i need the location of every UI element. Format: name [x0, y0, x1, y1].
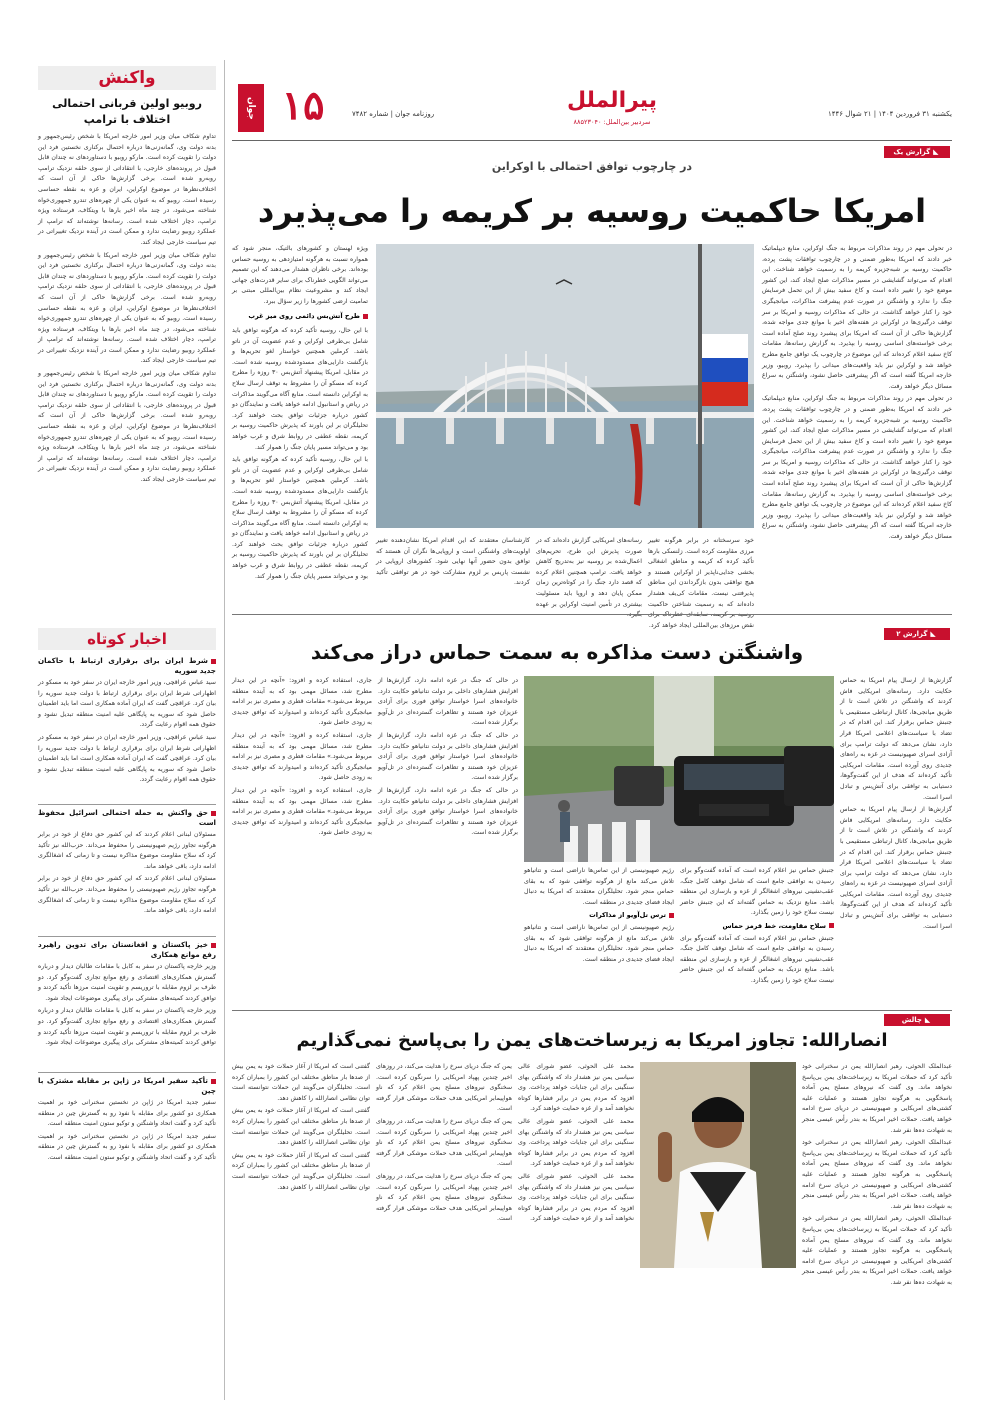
report1-col-c: کارشناسان معتقدند که این اقدام امریکا نشان‌دهنده تغییر اولویت‌های واشنگتن است و اروپایی‌ها نگران آن هستند که توافق بدون حضور آنها نهایی شود. کشورهای اروپایی در نشست پاریس بر لزوم مشارکت خود در هر توافقی تأکید کردند. [376, 537, 530, 587]
report2-subhead: ترس تل‌آویو از مذاکرات [589, 911, 666, 920]
report1-col-a: خود سرسختانه در برابر هرگونه تغییر مرزی مقاومت کرده است. زلنسکی بارها تأکید کرده که کریمه و مناطق اشغالی بخشی جدایی‌ناپذیر از اوکراین هستند و هیچ توافقی بدون بازگرداندن این مناطق پذیرفتنی نیست. مقامات کی‌یف هشدار داده‌اند که به رسمیت شناختن حاکمیت نقض مرزهای بین‌المللی ایجاد خواهد کرد. [648, 537, 754, 629]
bridge-illustration [376, 244, 754, 528]
yemen-col-right: عبدالملک الحوثی، رهبر انصارالله یمن در سخنرانی خود تأکید کرد که حملات امریکا به زیرساخت‌های یمن بی‌پاسخ نخواهد ماند. وی گفت که نیروهای مسلح یمن آماده پاسخگویی به هرگونه تجاوز هستند و عملیات علیه کشتی‌های امریکایی و صهیونیستی در دریای سرخ ادامه خواهد یافت. حملات اخیر امریکا به بندر رأس عیسی منجر به شهادت ده‌ها نفر شد. عبدالملک الحوثی، رهبر انصارالله یمن در سخنرانی خود تأکید کرد که حملات امریکا به زیرساخت‌های یمن بی‌پاسخ نخواهد ماند. وی گفت که نیروهای مسلح یمن آماده پاسخگویی به هرگونه تجاوز هستند و عملیات علیه کشتی‌های امریکایی و صهیونیستی در دریای سرخ ادامه خواهد یافت. حملات اخیر امریکا به بندر رأس عیسی منجر به شهادت ده‌ها نفر شد. عبدالملک الحوثی، رهبر انصارالله یمن در سخنرانی خود تأکید کرد که حملات امریکا به زیرساخت‌های یمن بی‌پاسخ نخواهد ماند. وی گفت که نیروهای مسلح یمن آماده پاسخگویی به هرگونه تجاوز هستند و عملیات علیه کشتی‌های امریکایی و صهیونیستی در دریای سرخ ادامه خواهد یافت. حملات اخیر امریکا به بندر رأس عیسی منجر به شهادت ده‌ها نفر شد. [802, 1063, 952, 1286]
sidebar-headline: روبیو اولین قربانی احتمالی اختلاف با ترامپ [52, 97, 202, 126]
page-number: ۱۵ [281, 82, 325, 129]
arrow-icon: ◣ [933, 148, 939, 156]
divider [232, 1010, 952, 1011]
report2-headline: واشنگتن دست مذاکره به سمت حماس دراز می‌کند [310, 640, 804, 664]
news-item: تأکید سفیر امریکا در ژاپن بر مقابله مشترک با چین سفیر جدید امریکا در ژاپن در نخستین سخنرانی خود بر اهمیت همکاری دو کشور برای مقابله با نفوذ رو به گسترش چین در منطقه تأکید کرد و گفت اتحاد واشنگتن و توکیو ستون امنیت منطقه است. سفیر جدید امریکا در ژاپن در نخستین سخنرانی خود بر اهمیت همکاری دو کشور برای مقابله با نفوذ رو به گسترش چین در منطقه تأکید کرد و گفت اتحاد واشنگتن و توکیو ستون امنیت منطقه است. [38, 1076, 216, 1161]
divider [38, 804, 216, 805]
report1-kicker: در چارچوب توافق احتمالی با اوکراین [491, 160, 693, 173]
masthead [232, 80, 952, 140]
paper-line: روزنامه جوان | شماره ۷۴۸۲ [352, 110, 435, 118]
motorcade-photo [524, 676, 834, 862]
news-item: شرط ایران برای برقراری ارتباط با حاکمان جدید سوریه سید عباس عراقچی، وزیر امور خارجه ایران در سفر خود به مسکو در اظهاراتی شرط ایران برای برقراری ارتباط با دولت جدید سوریه را بیان کرد. عراقچی گفت که ایران آماده همکاری است اما باید اطمینان حاصل شود که سوریه به پایگاهی علیه امنیت منطقه تبدیل نشود و حقوق همه اقوام رعایت گردد. سید عباس عراقچی، وزیر امور خارجه ایران در سفر خود به مسکو در اظهاراتی شرط ایران برای برقراری ارتباط با دولت جدید سوریه را بیان کرد. عراقچی گفت که ایران آماده همکاری است اما باید اطمینان حاصل شود که سوریه به پایگاهی علیه امنیت منطقه تبدیل نشود و حقوق همه اقوام رعایت گردد. [38, 656, 216, 784]
section-logo-subtitle: سردبیر بین‌الملل: ۸۸۵۲۳۰۴۰ [573, 118, 651, 126]
report2-col-c: رژیم صهیونیستی از این تماس‌ها ناراضی است و نتانیاهو تلاش می‌کند مانع از هرگونه توافقی شود که به بقای حماس منجر شود. تحلیلگران معتقدند که امریکا به دنبال ایجاد فضای جدیدی در منطقه است. ترس تل‌آویو از مذاکرات رژیم صهیونیستی از این تماس‌ها ناراضی است و نتانیاهو تلاش می‌کند مانع از هرگونه توافقی شود که به بقای حماس منجر شود. تحلیلگران معتقدند که امریکا به دنبال ایجاد فضای جدیدی در منطقه است. [524, 867, 674, 963]
sidebar-body: تداوم شکاف میان وزیر امور خارجه امریکا با شخص رئیس‌جمهور و بدنه دولت وی، گمانه‌زنی‌ها درباره احتمال برکناری نخستین فرد این دولت را تقویت کرده است. مارکو روبیو با دستاوردهای نه چندان قابل قبول در پرونده‌های خارجی، با انتقاداتی از سوی حلقه نزدیک ترامپ روبه‌رو شده است. برخی گزارش‌ها حاکی از آن است که اختلاف‌نظرها در موضوع اوکراین، ایران و غزه به نقطه حساسی رسیده است. روبیو که به عنوان یکی از چهره‌های تندرو جمهوری‌خواه شناخته می‌شود، در چند ماه اخیر بارها با ویتکاف، فرستاده ویژه ترامپ، دچار اختلاف شده است. رسانه‌ها نوشته‌اند که ترامپ از عملکرد روبیو رضایت ندارد و ممکن است در آینده نزدیک تغییراتی در تیم سیاست خارجی ایجاد کند. تداوم شکاف میان وزیر امور خارجه امریکا با شخص رئیس‌جمهور و بدنه دولت وی، گمانه‌زنی‌ها درباره احتمال برکناری نخستین فرد این دولت را تقویت کرده است. مارکو روبیو با دستاوردهای نه چندان قابل قبول در پرونده‌های خارجی، با انتقاداتی از سوی حلقه نزدیک ترامپ روبه‌رو شده است. برخی گزارش‌ها حاکی از آن است که اختلاف‌نظرها در موضوع اوکراین، ایران و غزه به نقطه حساسی رسیده است. روبیو که به عنوان یکی از چهره‌های تندرو جمهوری‌خواه شناخته می‌شود، در چند ماه اخیر بارها با ویتکاف، فرستاده ویژه ترامپ، دچار اختلاف شده است. رسانه‌ها نوشته‌اند که ترامپ از عملکرد روبیو رضایت ندارد و ممکن است در آینده نزدیک تغییراتی در تیم سیاست خارجی ایجاد کند. تداوم شکاف میان وزیر امور خارجه امریکا با شخص رئیس‌جمهور و بدنه دولت وی، گمانه‌زنی‌ها درباره احتمال برکناری نخستین فرد این دولت را تقویت کرده است. مارکو روبیو با دستاوردهای نه چندان قابل قبول در پرونده‌های خارجی، با انتقاداتی از سوی حلقه نزدیک ترامپ روبه‌رو شده است. برخی گزارش‌ها حاکی از آن است که اختلاف‌نظرها در موضوع اوکراین، ایران و غزه به نقطه حساسی رسیده است. روبیو که به عنوان یکی از چهره‌های تندرو جمهوری‌خواه شناخته می‌شود، در چند ماه اخیر بارها با ویتکاف، فرستاده ویژه ترامپ، دچار اختلاف شده است. رسانه‌ها نوشته‌اند که ترامپ از عملکرد روبیو رضایت ندارد و ممکن است در آینده نزدیک تغییراتی در تیم سیاست خارجی ایجاد کند. [38, 133, 216, 483]
report2-col-right: گزارش‌ها از ارسال پیام امریکا به حماس حکایت دارد. رسانه‌های امریکایی فاش کردند که واشنگتن در تلاش است تا از طریق میانجی‌ها، کانال ارتباطی مستقیمی با جنبش حماس برقرار کند. این اقدام که در تضاد با سیاست‌های اعلامی امریکا قرار دارد، نشان می‌دهد که دولت ترامپ برای آزادی اسرای صهیونیست در غزه به راه‌های جدیدی روی آورده است. مقامات امریکایی تأکید کرده‌اند که هدف از این گفت‌وگوها، دستیابی به توافقی برای آتش‌بس و تبادل اسرا است. گزارش‌ها از ارسال پیام امریکا به حماس حکایت دارد. رسانه‌های امریکایی فاش کردند که واشنگتن در تلاش است تا از طریق میانجی‌ها، کانال ارتباطی مستقیمی با جنبش حماس برقرار کند. این اقدام که در تضاد با سیاست‌های اعلامی امریکا قرار دارد، نشان می‌دهد که دولت ترامپ برای آزادی اسرای صهیونیست در غزه به راه‌های جدیدی روی آورده است. مقامات امریکایی تأکید کرده‌اند که هدف از این گفت‌وگوها، دستیابی به توافقی برای آتش‌بس و تبادل اسرا است. [840, 677, 952, 930]
report2-col-e: جاری، استفاده کرده و افزود: «آنچه در این دیدار مطرح شد، مسائل مهمی بود که به آینده منطقه مربوط می‌شود.» مقامات قطری و مصری نیز بر ادامه میانجیگری تأکید کرده‌اند و امیدوارند که توافق جدیدی به زودی حاصل شود. جاری، استفاده کرده و افزود: «آنچه در این دیدار مطرح شد، مسائل مهمی بود که به آینده منطقه مربوط می‌شود.» مقامات قطری و مصری نیز بر ادامه میانجیگری تأکید کرده‌اند و امیدوارند که توافق جدیدی به زودی حاصل شود. جاری، استفاده کرده و افزود: «آنچه در این دیدار مطرح شد، مسائل مهمی بود که به آینده منطقه مربوط می‌شود.» مقامات قطری و مصری نیز بر ادامه میانجیگری تأکید کرده‌اند و امیدوارند که توافق جدیدی به زودی حاصل شود. [232, 677, 372, 837]
report2-col-b: جنبش حماس نیز اعلام کرده است که آماده گفت‌وگو برای رسیدن به توافقی جامع است که شامل توقف کامل جنگ، عقب‌نشینی نیروهای اشغالگر از غزه و بازسازی این منطقه باشد. منابع نزدیک به حماس گفته‌اند که این جنبش حاضر نیست سلاح خود را زمین بگذارد. سلاح مقاومت، خط قرمز حماس جنبش حماس نیز اعلام کرده است که آماده گفت‌وگو برای رسیدن به توافقی جامع است که شامل توقف کامل جنگ، عقب‌نشینی نیروهای اشغالگر از غزه و بازسازی این منطقه باشد. منابع نزدیک به حماس گفته‌اند که این جنبش حاضر نیست سلاح خود را زمین بگذارد. [680, 867, 834, 984]
date-line: یکشنبه ۳۱ فروردین ۱۴۰۴ | ۲۱ شوال ۱۴۴۶ [827, 110, 952, 118]
divider [232, 614, 952, 615]
section-logo: پیرالملل [566, 88, 658, 113]
divider [38, 936, 216, 937]
news-item: حق واکنش به حمله احتمالی اسرائیل محفوظ است مسئولان لبنانی اعلام کردند که این کشور حق دفاع از خود در برابر هرگونه تجاوز رژیم صهیونیستی را محفوظ می‌داند. حزب‌الله نیز تأکید کرد که سلاح مقاومت موضوع مذاکره نیست و تا زمانی که اشغالگری ادامه دارد، باقی خواهد ماند. مسئولان لبنانی اعلام کردند که این کشور حق دفاع از خود در برابر هرگونه تجاوز رژیم صهیونیستی را محفوظ می‌داند. حزب‌الله نیز تأکید کرد که سلاح مقاومت موضوع مذاکره نیست و تا زمانی که اشغالگری ادامه دارد، باقی خواهد ماند. [38, 808, 216, 915]
report1-left-subhead: طرح آتش‌بس دائمی روی میز غرب [232, 312, 368, 320]
leader-illustration [640, 1062, 796, 1268]
report1-col-left-top: ویژه لهستان و کشورهای بالتیک، منجر شود که همواره نسبت به هرگونه امتیازدهی به روسیه حساس بوده‌اند. برخی ناظران هشدار می‌دهند که این تصمیم می‌تواند الگویی خطرناک برای سایر قدرت‌های جهانی ایجاد کند و مشروعیت نظام بین‌المللی مبتنی بر تمامیت ارضی کشورها را زیر سؤال ببرد. [232, 245, 368, 305]
yemen-col-d: گفتنی است که امریکا از آغاز حملات خود به یمن بیش از صدها بار مناطق مختلف این کشور را بمباران کرده است. تحلیلگران می‌گویند این حملات نتوانسته است توان نظامی انصارالله را کاهش دهد. گفتنی است که امریکا از آغاز حملات خود به یمن بیش از صدها بار مناطق مختلف این کشور را بمباران کرده است. تحلیلگران می‌گویند این حملات نتوانسته است توان نظامی انصارالله را کاهش دهد. گفتنی است که امریکا از آغاز حملات خود به یمن بیش از صدها بار مناطق مختلف این کشور را بمباران کرده است. تحلیلگران می‌گویند این حملات نتوانسته است توان نظامی انصارالله را کاهش دهد. [232, 1063, 370, 1191]
report1-col-right: در تحولی مهم در روند مذاکرات مربوط به جنگ اوکراین، منابع دیپلماتیک خبر دادند که امریکا به‌طور ضمنی و در چارچوب توافقات پشت پرده، حاکمیت روسیه بر شبه‌جزیره کریمه را به رسمیت خواهد شناخت. این اقدام که می‌تواند گشایشی در مسیر مذاکرات صلح ایجاد کند، این کشور موضع خود را تغییر داده است و کاخ سفید بیش از این تحمل فرسایش جنگ را ندارد و واشنگتن در صورت عدم پیشرفت مذاکرات، میانجیگری خود را کنار خواهد گذاشت. در حالی که مذاکرات روسیه و امریکا بر سر توقف درگیری‌ها در اوکراین در هفته‌های اخیر با موانع جدی مواجه شده، گزارش‌ها حاکی از آن است که امریکا برای پیشبرد روند صلح آماده است برخی خواسته‌های اساسی روسیه را بپذیرد. به گزارش رسانه‌ها، مقامات کاخ سفید اعلام کرده‌اند که این موضوع در چارچوب یک توافق جامع مطرح خواهد شد و اوکراین نیز باید واقعیت‌های میدانی را بپذیرد. روبیو، وزیر خارجه امریکا گفته است که اگر پیشرفتی حاصل نشود، واشنگتن به سراغ مسائل دیگر خواهد رفت. در تحولی مهم در روند مذاکرات مربوط به جنگ اوکراین، منابع دیپلماتیک خبر دادند که امریکا به‌طور ضمنی و در چارچوب توافقات پشت پرده، حاکمیت روسیه بر شبه‌جزیره کریمه را به رسمیت خواهد شناخت. این اقدام که می‌تواند گشایشی در مسیر مذاکرات صلح ایجاد کند، این کشور موضع خود را تغییر داده است و کاخ سفید بیش از این تحمل فرسایش جنگ را ندارد و واشنگتن در صورت عدم پیشرفت مذاکرات، میانجیگری خود را کنار خواهد گذاشت. در حالی که مذاکرات روسیه و امریکا بر سر توقف درگیری‌ها در اوکراین در هفته‌های اخیر با موانع جدی مواجه شده، گزارش‌ها حاکی از آن است که امریکا برای پیشبرد روند صلح آماده است برخی خواسته‌های اساسی روسیه را بپذیرد. به گزارش رسانه‌ها، مقامات کاخ سفید اعلام کرده‌اند که این موضوع در چارچوب یک توافق جامع مطرح خواهد شد و اوکراین نیز باید واقعیت‌های میدانی را بپذیرد. روبیو، وزیر خارجه امریکا گفته است که اگر پیشرفتی حاصل نشود، واشنگتن به سراغ مسائل دیگر خواهد رفت. [762, 245, 952, 541]
report1-col-b: رسانه‌های امریکایی گزارش داده‌اند که در صورت پذیرش این طرح، تحریم‌های اعمال‌شده بر روسیه نیز به‌تدریج کاهش خواهد یافت. ترامپ همچنین اعلام کرده که قصد دارد جنگ را در کوتاه‌ترین زمان ممکن پایان دهد و اروپا باید مسئولیت بیشتری در تأمین امنیت اوکراین بر عهده [536, 537, 642, 608]
yemen-col-c: یمن که جنگ دریای سرخ را هدایت می‌کند، در روزهای اخیر چندین پهپاد امریکایی را سرنگون کرده است. سخنگوی نیروهای مسلح یمن اعلام کرد که ناو هواپیمابر امریکایی هدف حملات موشکی قرار گرفته است. یمن که جنگ دریای سرخ را هدایت می‌کند، در روزهای اخیر چندین پهپاد امریکایی را سرنگون کرده است. سخنگوی نیروهای مسلح یمن اعلام کرد که ناو هواپیمابر امریکایی هدف حملات موشکی قرار گرفته است. یمن که جنگ دریای سرخ را هدایت می‌کند، در روزهای اخیر چندین پهپاد امریکایی را سرنگون کرده است. سخنگوی نیروهای مسلح یمن اعلام کرد که ناو هواپیمابر امریکایی هدف حملات موشکی قرار گرفته است. [376, 1063, 512, 1223]
report1-col-left-bottom: با این حال، روسیه تأکید کرده که هرگونه توافق باید شامل بی‌طرفی اوکراین و عدم عضویت آن در ناتو باشد. کرملین همچنین خواستار لغو تحریم‌ها و بازگشت دارایی‌های مسدودشده روسیه شده است. در مقابل، امریکا پیشنهاد آتش‌بس ۳۰ روزه را مطرح کرده که مسکو آن را مشروط به توقف ارسال سلاح به اوکراین دانسته است. منابع آگاه می‌گویند مذاکرات در ریاض و استانبول ادامه خواهد یافت و نمایندگان دو کشور درباره جزئیات توافق بحث خواهند کرد. تحلیلگران بر این باورند که پذیرش حاکمیت روسیه بر کریمه، نقطه عطفی در روابط شرق و غرب خواهد بود و می‌تواند مسیر پایان جنگ را هموار کند. با این حال، روسیه تأکید کرده که هرگونه توافق باید شامل بی‌طرفی اوکراین و عدم عضویت آن در ناتو باشد. کرملین همچنین خواستار لغو تحریم‌ها و بازگشت دارایی‌های مسدودشده روسیه شده است. در مقابل، امریکا پیشنهاد آتش‌بس ۳۰ روزه را مطرح کرده که مسکو آن را مشروط به توقف ارسال سلاح به اوکراین دانسته است. منابع آگاه می‌گویند مذاکرات در ریاض و استانبول ادامه خواهد یافت و نمایندگان دو کشور درباره جزئیات توافق بحث خواهند کرد. تحلیلگران بر این باورند که پذیرش حاکمیت روسیه بر کریمه، نقطه عطفی در روابط شرق و غرب خواهد بود و می‌تواند مسیر پایان جنگ را هموار کند. [232, 327, 368, 580]
yemen-col-b: محمد علی الحوثی، عضو شورای عالی سیاسی یمن نیز هشدار داد که واشنگتن بهای سنگینی برای این جنایات خواهد پرداخت. وی افزود که مردم یمن در برابر فشارها کوتاه نخواهند آمد و از غزه حمایت خواهند کرد. محمد علی الحوثی، عضو شورای عالی سیاسی یمن نیز هشدار داد که واشنگتن بهای سنگینی برای این جنایات خواهد پرداخت. وی افزود که مردم یمن در برابر فشارها کوتاه نخواهند آمد و از غزه حمایت خواهند کرد. محمد علی الحوثی، عضو شورای عالی سیاسی یمن نیز هشدار داد که واشنگتن بهای سنگینی برای این جنایات خواهد پرداخت. وی افزود که مردم یمن در برابر فشارها کوتاه نخواهند آمد و از غزه حمایت خواهند کرد. [518, 1063, 634, 1223]
crimea-bridge-photo [376, 244, 754, 528]
report1-tag: ◣گزارش یک [884, 146, 950, 158]
motorcade-illustration [524, 676, 834, 862]
arrow-icon: ◣ [924, 1016, 931, 1024]
sidebar-divider [224, 60, 225, 1400]
report1-headline: امریکا حاکمیت روسیه بر کریمه را می‌پذیرد [257, 192, 927, 230]
arrow-icon: ◣ [930, 630, 936, 638]
sidebar [38, 60, 216, 1400]
news-item: خیز پاکستان و افغانستان برای تدوین راهبرد رفع موانع همکاری وزیر خارجه پاکستان در سفر به کابل با مقامات طالبان دیدار و درباره گسترش همکاری‌های اقتصادی و رفع موانع تجاری گفت‌وگو کرد. دو طرف بر لزوم مقابله با تروریسم و تقویت امنیت مرزها تأکید کردند و توافق کردند کمیته‌های مشترکی برای پیگیری موضوعات ایجاد شود. وزیر خارجه پاکستان در سفر به کابل با مقامات طالبان دیدار و درباره گسترش همکاری‌های اقتصادی و رفع موانع تجاری گفت‌وگو کرد. دو طرف بر لزوم مقابله با تروریسم و تقویت امنیت مرزها تأکید کردند و توافق کردند کمیته‌های مشترکی برای پیگیری موضوعات ایجاد شود. [38, 940, 216, 1047]
sidebar-section2-title: اخبار کوتاه [38, 628, 216, 650]
masthead-rule [232, 140, 952, 141]
sidebar-section-title: واکنش [38, 66, 216, 90]
news-title: شرط ایران برای برقراری ارتباط با حاکمان جدید سوریه [38, 656, 216, 675]
report2-col-d: در حالی که جنگ در غزه ادامه دارد، گزارش‌ها از افزایش فشارهای داخلی بر دولت نتانیاهو حکایت دارد. خانواده‌های اسرا خواستار توافق فوری برای آزادی عزیزان خود هستند و تظاهرات گسترده‌ای در تل‌آویو برگزار شده است. در حالی که جنگ در غزه ادامه دارد، گزارش‌ها از افزایش فشارهای داخلی بر دولت نتانیاهو حکایت دارد. خانواده‌های اسرا خواستار توافق فوری برای آزادی عزیزان خود هستند و تظاهرات گسترده‌ای در تل‌آویو برگزار شده است. در حالی که جنگ در غزه ادامه دارد، گزارش‌ها از افزایش فشارهای داخلی بر دولت نتانیاهو حکایت دارد. خانواده‌های اسرا خواستار توافق فوری برای آزادی عزیزان خود هستند و تظاهرات گسترده‌ای در تل‌آویو برگزار شده است. [378, 677, 518, 837]
houthi-leader-photo [640, 1062, 796, 1268]
yemen-tag: ◣چالش [884, 1014, 950, 1026]
news-title: حق واکنش به حمله احتمالی اسرائیل محفوظ است [38, 808, 216, 827]
yemen-headline: انصارالله: تجاوز امریکا به زیرساخت‌های یمن را بی‌پاسخ نمی‌گذاریم [296, 1030, 888, 1051]
divider [38, 1072, 216, 1073]
report2-tag: ◣گزارش ۲ [884, 628, 950, 640]
news-title: تأکید سفیر امریکا در ژاپن بر مقابله مشترک با چین [38, 1076, 216, 1095]
report2-subhead: سلاح مقاومت، خط قرمز حماس [722, 921, 826, 930]
news-title: خیز پاکستان و افغانستان برای تدوین راهبرد رفع موانع همکاری [38, 940, 216, 959]
brand-logo: جوان [238, 84, 264, 132]
